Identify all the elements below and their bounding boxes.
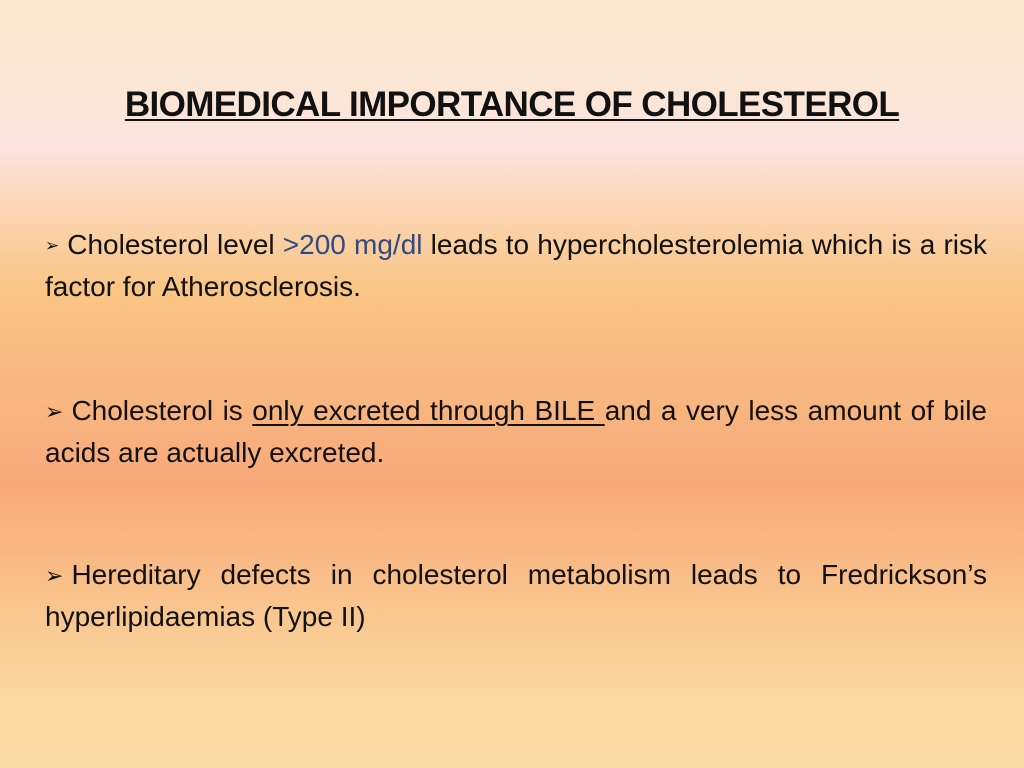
arrow-bullet-icon: ➢ xyxy=(45,563,64,588)
bullet-bile-excretion xyxy=(45,390,987,473)
bullet-2-text-end: and a very less amount of bile acids are actually excreted. xyxy=(45,395,987,468)
arrow-bullet-icon: ➢ xyxy=(45,236,60,255)
bullet-2-underlined-text: only excreted through BILE xyxy=(252,395,605,426)
bullet-2-text-start: Cholesterol is xyxy=(71,395,253,426)
arrow-bullet-icon: ➢ xyxy=(45,399,64,424)
slide-title-text: BIOMEDICAL IMPORTANCE OF CHOLESTEROL xyxy=(124,85,900,124)
slide-title xyxy=(0,84,1024,126)
bullet-3-text: Hereditary defects in cholesterol metabolism leads to Fredrickson’s hyperlipidaemias (Type II) xyxy=(45,559,987,632)
bullet-1-threshold-value: >200 mg/dl xyxy=(282,229,423,260)
bullet-hereditary-defects xyxy=(45,554,987,637)
bullet-1-text-start: Cholesterol level xyxy=(67,229,283,260)
bullet-cholesterol-level xyxy=(45,224,987,307)
bullet-1-text-end: leads to hypercholesterolemia which is a risk factor for Atherosclerosis. xyxy=(45,229,987,302)
